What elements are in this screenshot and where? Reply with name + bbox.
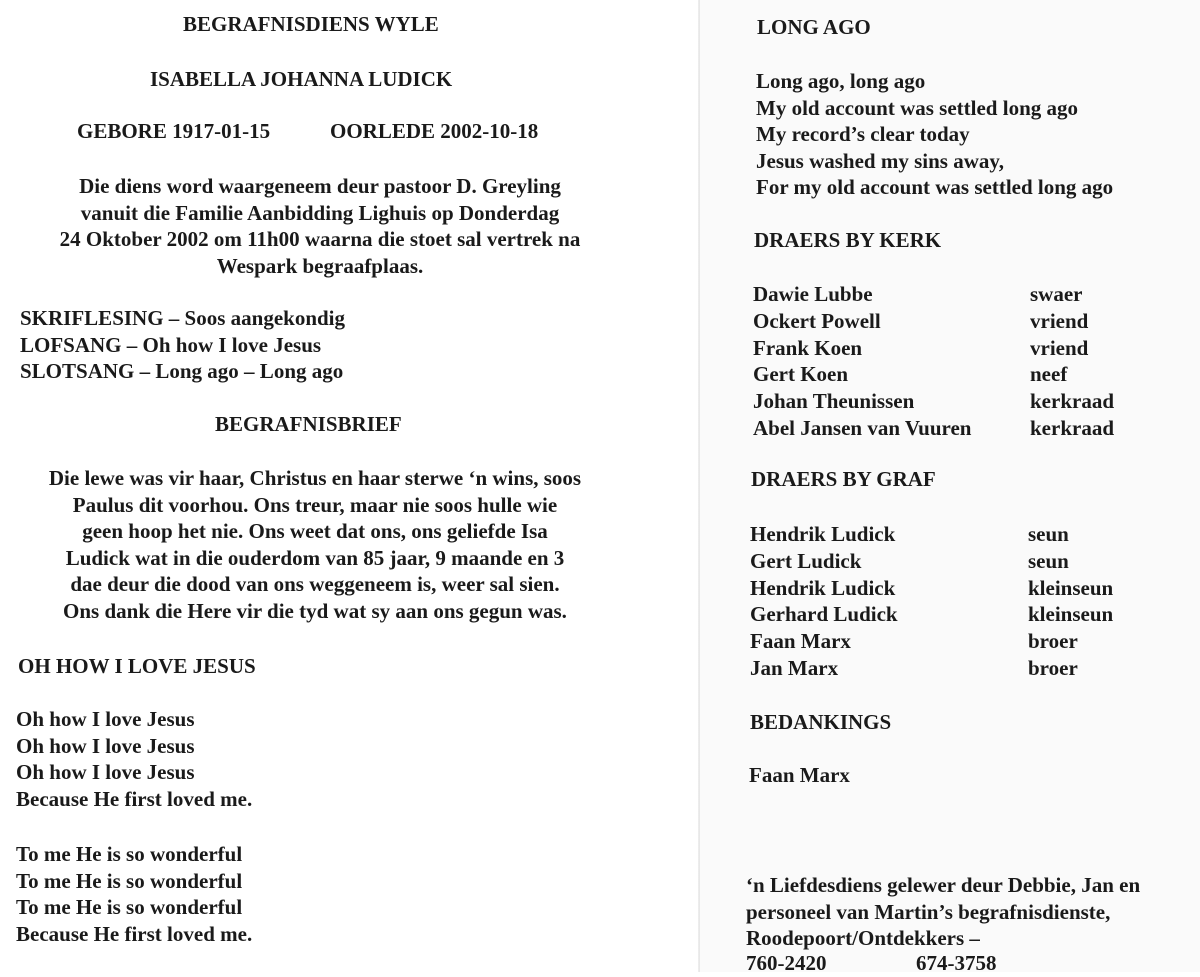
bearer-relation: broer (1028, 655, 1078, 680)
service-line: Wespark begraafplaas. (216, 253, 424, 278)
bearer-row (753, 281, 1153, 308)
grave-bearers-heading: DRAERS BY GRAF (751, 467, 936, 491)
song-line: My record’s clear today (756, 122, 970, 146)
bearer-row (750, 628, 1150, 655)
bearer-relation: seun (1028, 522, 1069, 546)
hymn-line: Oh how I love Jesus (16, 733, 195, 758)
hymn-verse-1 (16, 706, 252, 812)
bearer-name: Gerhard Ludick (750, 602, 898, 627)
program-item: LOFSANG – Oh how I love Jesus (20, 332, 322, 357)
bearer-row (753, 388, 1153, 415)
thanks-name: Faan Marx (749, 763, 850, 787)
bearer-row (753, 361, 1153, 388)
service-program (20, 305, 345, 385)
bearer-relation: kleinseun (1028, 602, 1114, 627)
song-line: Jesus washed my sins away, (756, 148, 1004, 173)
bearer-relation: kerkraad (1030, 415, 1114, 440)
bearer-row (753, 335, 1153, 362)
song-line: My old account was settled long ago (756, 95, 1078, 120)
phone-number-2: 674-3758 (916, 951, 997, 975)
program-item: SLOTSANG – Long ago – Long ago (20, 359, 344, 383)
bearer-name: Abel Jansen van Vuuren (753, 415, 972, 440)
bearer-name: Hendrik Ludick (750, 575, 896, 600)
song-line: For my old account was settled long ago (756, 175, 1114, 199)
letter-line: Paulus dit voorhou. Ons treur, maar nie soos hulle wie (72, 492, 558, 517)
letter-line: geen hoop het nie. Ons weet dat ons, ons geliefde Isa (82, 519, 548, 543)
grave-bearers-list (750, 521, 1150, 682)
song-line: Long ago, long ago (756, 69, 926, 93)
hymn-line: To me He is so wonderful (16, 868, 243, 893)
bearer-name: Faan Marx (750, 629, 851, 654)
bearer-name: Dawie Lubbe (753, 282, 873, 306)
hymn-line: Oh how I love Jesus (16, 707, 195, 731)
death-date: OORLEDE 2002-10-18 (330, 119, 539, 143)
letter-line: dae deur die dood van ons weggeneem is, weer sal sien. (70, 572, 560, 596)
footer-line: personeel van Martin’s begrafnisdienste, (746, 899, 1111, 924)
bearer-relation: kleinseun (1028, 575, 1114, 600)
letter-line: Ons dank die Here vir die tyd wat sy aan ons gegun was. (63, 598, 567, 623)
bearer-row (750, 521, 1150, 548)
deceased-name: ISABELLA JOHANNA LUDICK (150, 67, 453, 91)
bearer-relation: vriend (1030, 335, 1089, 360)
birth-date: GEBORE 1917-01-15 (77, 119, 271, 143)
service-details (20, 173, 620, 279)
right-page (700, 0, 1200, 975)
bearer-name: Hendrik Ludick (750, 522, 896, 546)
hymn-heading: OH HOW I LOVE JESUS (18, 654, 256, 678)
service-line: vanuit die Familie Aanbidding Lighuis op Donderdag (80, 200, 560, 225)
bearer-relation: seun (1028, 548, 1069, 573)
hymn-line: To me He is so wonderful (16, 895, 243, 919)
bearer-relation: neef (1030, 362, 1068, 387)
bearer-row (750, 548, 1150, 575)
hymn-line: Because He first loved me. (16, 786, 253, 811)
hymn-line: Because He first loved me. (16, 921, 253, 946)
bearer-name: Frank Koen (753, 335, 863, 360)
bearer-row (750, 601, 1150, 628)
bearer-relation: kerkraad (1030, 389, 1114, 414)
footer-line: Roodepoort/Ontdekkers – (746, 926, 980, 950)
letter-heading: BEGRAFNISBRIEF (215, 412, 402, 436)
song-heading: LONG AGO (757, 15, 871, 39)
bearer-name: Johan Theunissen (753, 389, 915, 414)
program-item: SKRIFLESING – Soos aangekondig (20, 306, 346, 330)
bearer-relation: swaer (1030, 282, 1083, 306)
song-lyrics (756, 68, 1113, 201)
bearer-name: Ockert Powell (753, 308, 881, 333)
letter-line: Ludick wat in die ouderdom van 85 jaar, 9 maande en 3 (65, 545, 565, 570)
service-line: 24 Oktober 2002 om 11h00 waarna die stoet sal vertrek na (59, 227, 581, 251)
bearer-row (750, 575, 1150, 602)
bearer-row (753, 308, 1153, 335)
funeral-letter (10, 465, 620, 624)
hymn-line: Oh how I love Jesus (16, 760, 195, 784)
phone-number-1: 760-2420 (746, 951, 827, 975)
service-line: Die diens word waargeneem deur pastoor D. Greyling (79, 174, 561, 198)
bearer-name: Gert Ludick (750, 548, 862, 573)
bearer-relation: broer (1028, 629, 1078, 654)
bearer-name: Gert Koen (753, 362, 849, 387)
church-bearers-heading: DRAERS BY KERK (754, 228, 942, 252)
footer-credits (746, 872, 1140, 952)
service-title: BEGRAFNISDIENS WYLE (183, 12, 439, 36)
bearer-name: Jan Marx (750, 655, 839, 680)
bearer-row (753, 415, 1153, 442)
letter-line: Die lewe was vir haar, Christus en haar sterwe ‘n wins, soos (48, 466, 582, 490)
hymn-line: To me He is so wonderful (16, 842, 243, 866)
church-bearers-list (753, 281, 1153, 442)
thanks-heading: BEDANKINGS (750, 710, 892, 734)
footer-line: ‘n Liefdesdiens gelewer deur Debbie, Jan en (746, 873, 1141, 897)
bearer-row (750, 655, 1150, 682)
hymn-verse-2 (16, 841, 252, 947)
bearer-relation: vriend (1030, 308, 1089, 333)
